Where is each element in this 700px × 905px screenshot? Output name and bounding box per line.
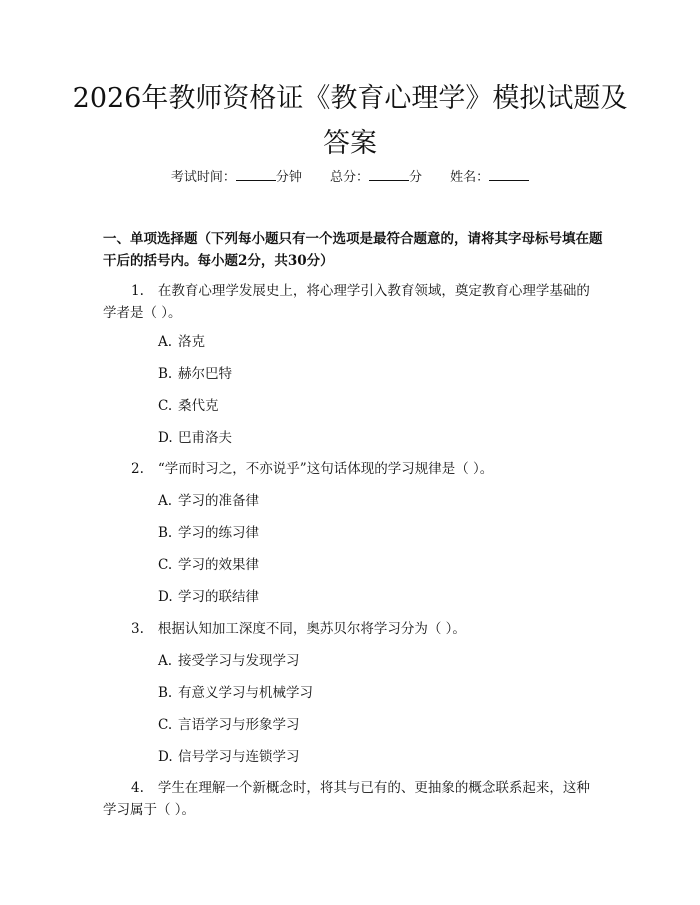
student-name-blank	[489, 168, 529, 181]
option-text: 巴甫洛夫	[178, 430, 232, 446]
option-letter: B.	[158, 525, 173, 541]
option-text: 学习的练习律	[178, 525, 259, 541]
option-letter: D.	[158, 589, 173, 605]
option-letter: C.	[158, 557, 173, 573]
total-score	[330, 170, 422, 185]
exam-time-label: 考试时间：	[170, 170, 236, 185]
option-text: 学习的准备律	[178, 493, 259, 509]
option-3b	[158, 683, 313, 703]
option-letter: A.	[158, 334, 173, 350]
option-letter: C.	[158, 398, 173, 414]
option-3a	[158, 651, 300, 671]
question-4	[103, 777, 603, 821]
option-1a	[158, 332, 205, 352]
option-2b	[158, 523, 259, 543]
question-text: “学而时习之，不亦说乎”这句话体现的学习规律是（ ）。	[157, 461, 494, 477]
exam-meta-line	[0, 168, 700, 188]
option-2d	[158, 587, 259, 607]
question-text: 根据认知加工深度不同，奥苏贝尔将学习分为（ ）。	[157, 621, 466, 637]
option-text: 言语学习与形象学习	[178, 717, 300, 733]
total-score-unit: 分	[409, 170, 423, 185]
total-score-blank	[369, 168, 409, 181]
section-heading: 一、单项选择题（下列每小题只有一个选项是最符合题意的，请将其字母标号填在题干后的括号内。每小题2分，共30分）	[103, 231, 603, 269]
question-number: 1.	[131, 283, 144, 299]
question-1	[103, 280, 603, 324]
question-text: 在教育心理学发展史上，将心理学引入教育领域，奠定教育心理学基础的学者是（ ）。	[103, 283, 590, 321]
option-text: 学习的联结律	[178, 589, 259, 605]
question-number: 2.	[131, 461, 144, 477]
student-name	[450, 170, 529, 185]
option-letter: A.	[158, 493, 173, 509]
option-text: 学习的效果律	[178, 557, 259, 573]
option-letter: B.	[158, 685, 173, 701]
exam-time-blank	[236, 168, 276, 181]
option-1c	[158, 396, 219, 416]
option-text: 接受学习与发现学习	[178, 653, 300, 669]
exam-time-unit: 分钟	[275, 170, 302, 185]
option-3c	[158, 715, 300, 735]
option-letter: C.	[158, 717, 173, 733]
option-1d	[158, 428, 232, 448]
option-letter: B.	[158, 366, 173, 382]
option-text: 有意义学习与机械学习	[178, 685, 313, 701]
document-title: 2026年教师资格证《教育心理学》模拟试题及答案	[72, 83, 628, 159]
option-3d	[158, 747, 300, 767]
option-letter: A.	[158, 653, 173, 669]
option-letter: D.	[158, 749, 173, 765]
question-number: 3.	[131, 621, 144, 637]
option-text: 信号学习与连锁学习	[178, 749, 300, 765]
question-number: 4.	[131, 780, 144, 796]
option-2a	[158, 491, 259, 511]
option-1b	[158, 364, 232, 384]
option-2c	[158, 555, 259, 575]
option-text: 赫尔巴特	[178, 366, 232, 382]
student-name-label: 姓名：	[450, 170, 490, 185]
exam-time	[171, 170, 302, 185]
question-text: 学生在理解一个新概念时，将其与已有的、更抽象的概念联系起来，这种学习属于（ ）。	[103, 780, 590, 818]
option-text: 桑代克	[178, 398, 219, 414]
option-letter: D.	[158, 430, 173, 446]
question-2	[103, 458, 603, 480]
total-score-label: 总分：	[329, 170, 369, 185]
question-3	[103, 618, 603, 640]
option-text: 洛克	[178, 334, 205, 350]
